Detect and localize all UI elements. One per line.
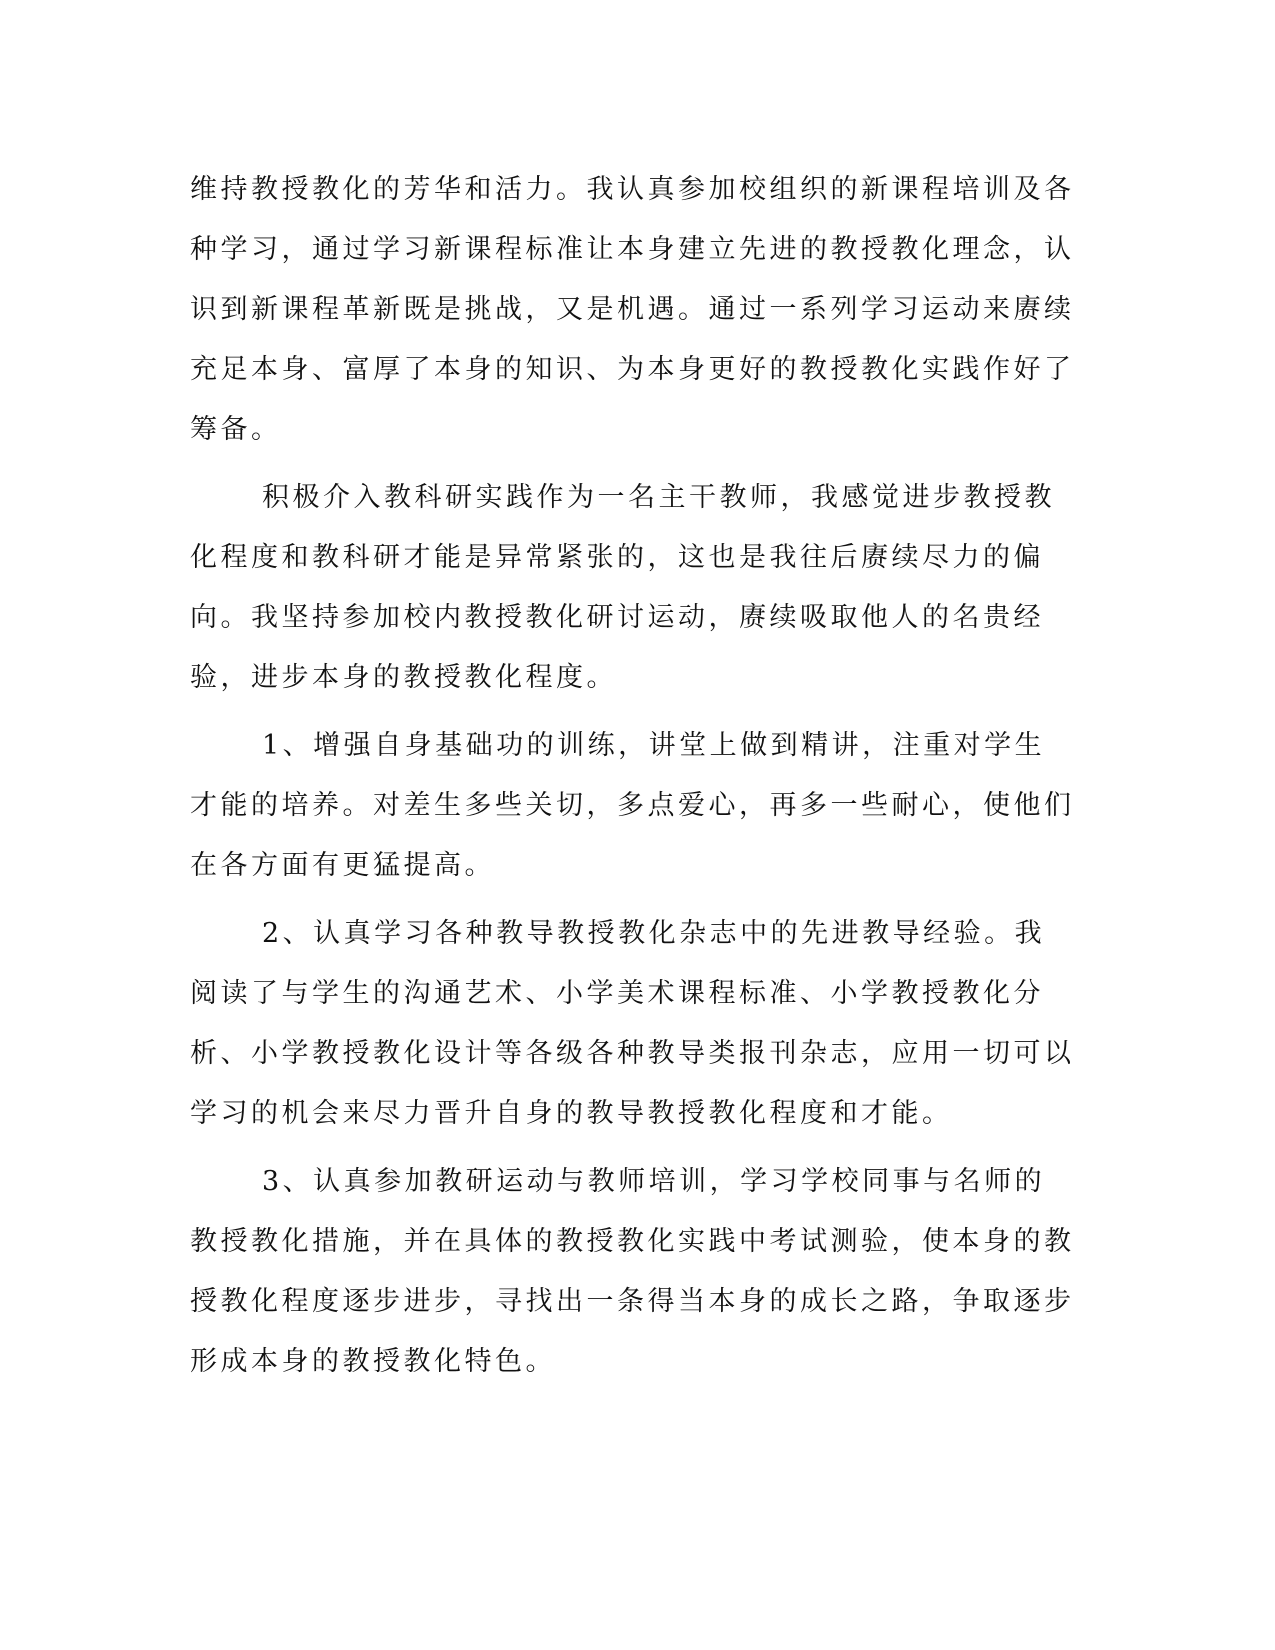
paragraph-research-practice: 积极介入教科研实践作为一名主干教师，我感觉进步教授教化程度和教科研才能是异常紧张的，这也是我往后赓续尽力的偏向。我坚持参加校内教授教化研讨运动，赓续吸取他人的名贵经验，进步本身的教授教化程度。: [190, 482, 1055, 693]
paragraph-continuation: 维持教授教化的芳华和活力。我认真参加校组织的新课程培训及各种学习，通过学习新课程标准让本身建立先进的教授教化理念，认识到新课程革新既是挑战，又是机遇。通过一系列学习运动来赓续充足本身、富厚了本身的知识、为本身更好的教授教化实践作好了筹备。: [190, 174, 1075, 445]
paragraph-item-3: 3、认真参加教研运动与教师培训，学习学校同事与名师的教授教化措施，并在具体的教授教化实践中考试测验，使本身的教授教化程度逐步进步，寻找出一条得当本身的成长之路，争取逐步形成本身的教授教化特色。: [190, 1166, 1075, 1377]
paragraph-item-1: 1、增强自身基础功的训练，讲堂上做到精讲，注重对学生才能的培养。对差生多些关切，多点爱心，再多一些耐心，使他们在各方面有更猛提高。: [190, 730, 1075, 881]
document-body: [190, 160, 1075, 1400]
paragraph-item-2: 2、认真学习各种教导教授教化杂志中的先进教导经验。我阅读了与学生的沟通艺术、小学美术课程标准、小学教授教化分析、小学教授教化设计等各级各种教导类报刊杂志，应用一切可以学习的机会来尽力晋升自身的教导教授教化程度和才能。: [190, 918, 1075, 1129]
